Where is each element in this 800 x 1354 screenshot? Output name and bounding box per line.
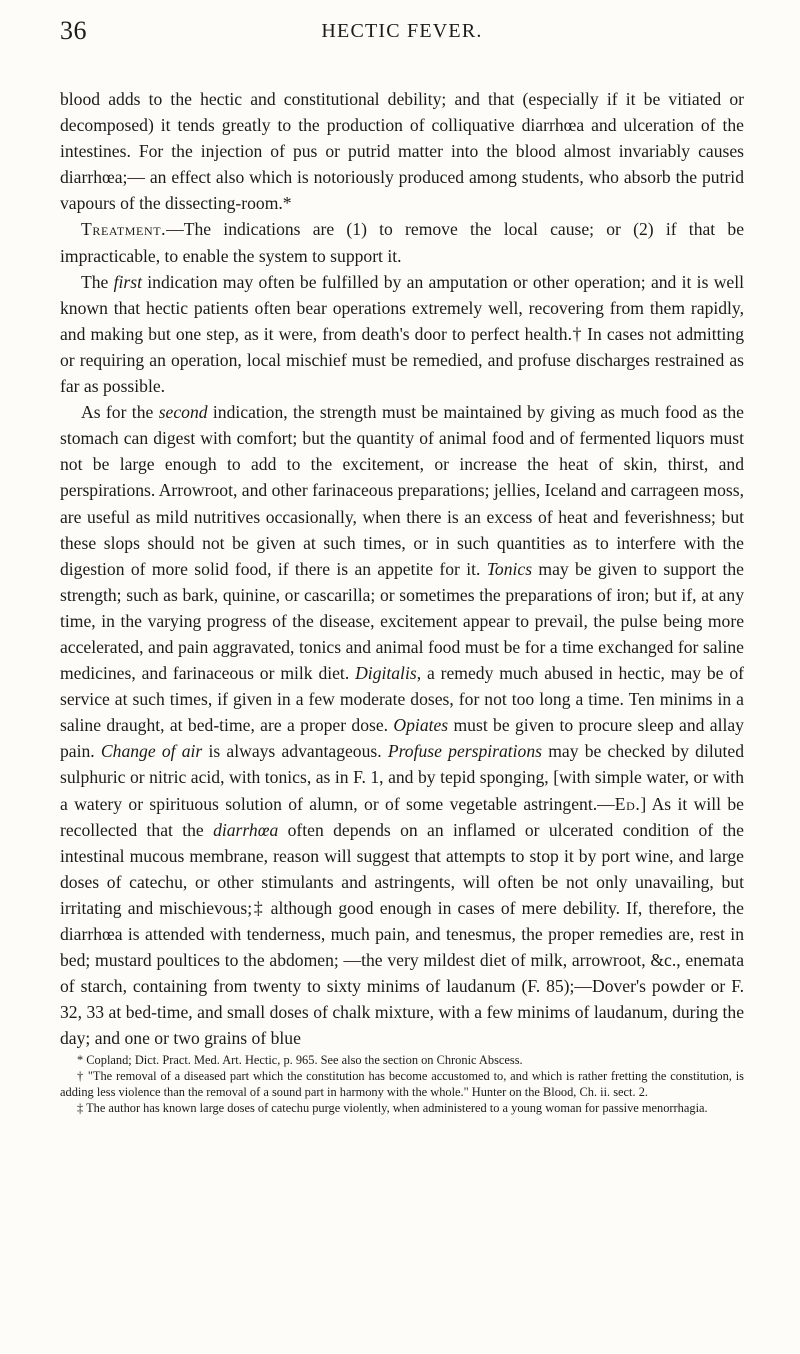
section-heading-treatment: Treatment. bbox=[81, 219, 167, 240]
body-text bbox=[60, 86, 744, 1051]
paragraph-treatment: Treatment.—The indications are (1) to remove the local cause; or (2) if that be impracticable, to enable the system to support it. bbox=[60, 219, 744, 266]
paragraph-second-indication: As for the second indication, the strength must be maintained by giving as much food as the stomach can digest with comfort; but the quantity of animal food and of fermented liquors must not be large enough to add to the excitement, or increase the heat of skin, thirst, and perspirations. Arrowroot, and other farinaceous preparations; jellies, Iceland and carrageen moss, are useful as mild nutritives occasionally, when there is an excess of heat and feverishness; but these slops should not be given at such times, or in such quantities as to interfere with the digestion of more solid food, if there is an appetite for it. Tonics may be given to support the strength; such as bark, quinine, or cascarilla; or sometimes the preparations of iron; but if, at any time, in the varying progress of the disease, excitement appear to prevail, the pulse being more accelerated, and pain aggravated, tonics and animal food must be for a time exchanged for saline medicines, and farinaceous or milk diet. Digitalis, a remedy much abused in hectic, may be of service at such times, if given in a few moderate doses, for not too long a time. Ten minims in a saline draught, at bed-time, are a proper dose. Opiates must be given to procure sleep and allay pain. Change of air is always advantageous. Profuse perspirations may be checked by diluted sulphuric or nitric acid, with tonics, as in F. 1, and by tepid sponging, [with simple water, or with a watery or spirituous solution of alumn, or of some vegetable astringent.—Ed.] As it will be recollected that the diarrhœa often depends on an inflamed or ulcerated condition of the intestinal mucous membrane, reason will suggest that attempts to stop it by port wine, and large doses of catechu, or other stimulants and astringents, will often be not only unavailing, but irritating and mischievous;‡ although good enough in cases of mere debility. If, therefore, the diarrhœa is attended with tenderness, much pain, and tenesmus, the proper remedies are, rest in bed; mustard poultices to the abdomen; —the very mildest diet of milk, arrowroot, &c., enemata of starch, containing from twenty to sixty minims of laudanum (F. 85);—Dover's powder or F. 32, 33 at bed-time, and small doses of chalk mixture, with a few minims of laudanum, during the day; and one or two grains of blue bbox=[60, 402, 745, 1049]
running-head: HECTIC FEVER. bbox=[321, 20, 483, 42]
footnote-dagger: † "The removal of a diseased part which the constitution has become accustomed to, and which is rather fretting the constitution, is adding less violence than the removal of a sound part in harmony with the whole." Hunter on the Blood, Ch. ii. sect. 2. bbox=[60, 1069, 744, 1100]
paragraph-first-indication: The first indication may often be fulfilled by an amputation or other operation; and it is well known that hectic patients often bear operations extremely well, recovering from them rapidly, and making but one step, as it were, from death's door to perfect health.† In cases not admitting or requiring an operation, local mischief must be remedied, and profuse discharges restrained as far as possible. bbox=[60, 271, 744, 397]
paragraph-continued: blood adds to the hectic and constitutional debility; and that (especially if it be vitiated or decomposed) it tends greatly to the production of colliquative diarrhœa and ulceration of the intestines. For the injection of pus or putrid matter into the blood almost invariably causes diarrhœa;— an effect also which is notoriously produced among students, who absorb the putrid vapours of the dissecting-room.* bbox=[60, 89, 744, 214]
footnotes bbox=[60, 1053, 744, 1116]
page-number: 36 bbox=[60, 16, 87, 45]
footnote-star: * Copland; Dict. Pract. Med. Art. Hectic, p. 965. See also the section on Chronic Abscess. bbox=[77, 1053, 523, 1068]
footnote-double-dagger: ‡ The author has known large doses of catechu purge violently, when administered to a young woman for passive menorrhagia. bbox=[77, 1100, 708, 1115]
page-header bbox=[60, 16, 744, 52]
